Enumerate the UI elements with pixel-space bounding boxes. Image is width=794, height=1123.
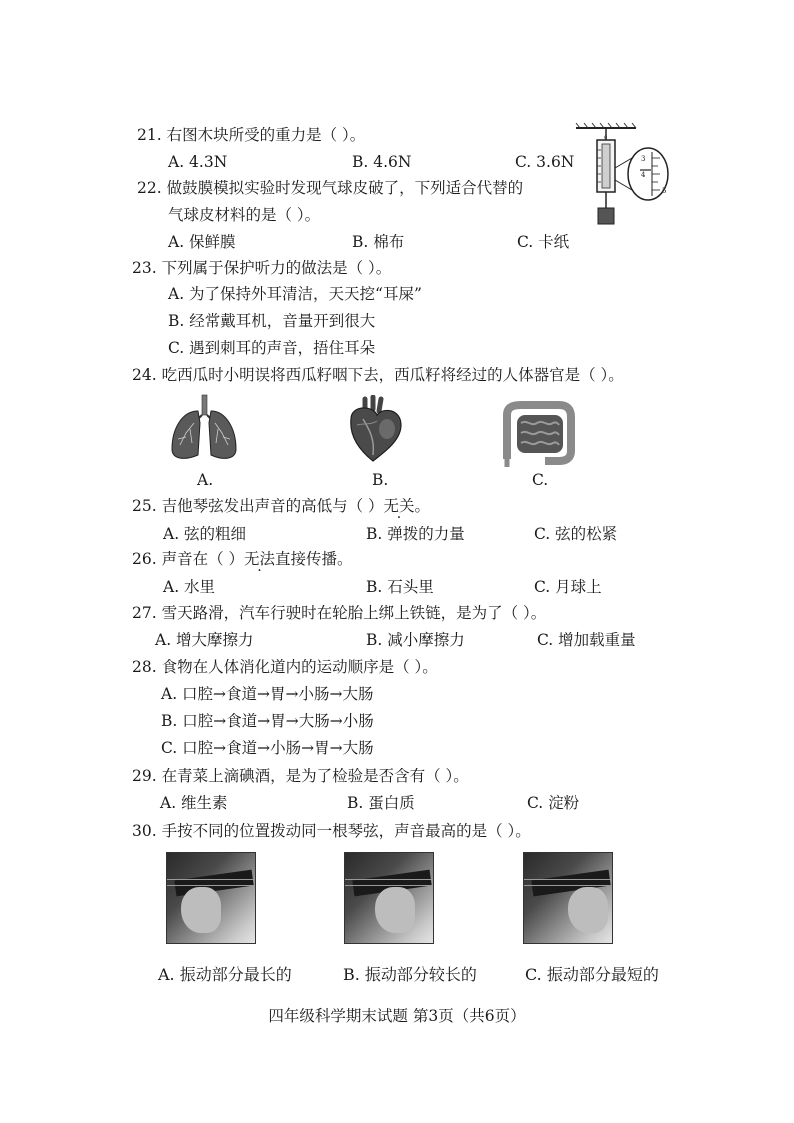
intestines-image — [497, 401, 581, 469]
scale-tick-4: 4 — [641, 171, 646, 179]
q25-option-a: A. 弦的粗细 — [163, 525, 247, 543]
q21-option-b: B. 4.6N — [352, 153, 412, 171]
scale-tick-5: 5 — [662, 187, 667, 195]
spring-scale-figure — [570, 120, 675, 235]
q24-option-b: B. — [372, 471, 389, 489]
scale-tick-0: 0 — [604, 135, 608, 141]
q30-option-a: A. 振动部分最长的 — [158, 965, 292, 984]
q22-option-b: B. 棉布 — [352, 233, 405, 251]
q28-option-c: C. 口腔→食道→小肠→胃→大肠 — [161, 739, 374, 757]
q26-option-c: C. 月球上 — [534, 578, 602, 596]
q28-option-b: B. 口腔→食道→胃→大肠→小肠 — [161, 712, 374, 730]
q21-stem: 21. 右图木块所受的重力是（ ）。 — [137, 126, 366, 144]
q22-option-c: C. 卡纸 — [517, 233, 570, 251]
heart-image — [343, 395, 407, 463]
q26-stem-pre: 26. 声音在（ ） — [132, 550, 245, 568]
q25-stem — [132, 497, 430, 515]
q25-stem-post: 。 — [414, 497, 431, 515]
q29-stem: 29. 在青菜上滴碘酒，是为了检验是否含有（ ）。 — [132, 767, 469, 785]
q26-stem — [132, 550, 353, 568]
q25-stem-pre: 25. 吉他琴弦发出声音的高低与（ ） — [132, 497, 384, 515]
q26-stem-emphasis: 无法 — [244, 550, 276, 568]
q27-option-a: A. 增大摩擦力 — [155, 631, 254, 649]
q24-stem: 24. 吃西瓜时小明误将西瓜籽咽下去，西瓜籽将经过的人体器官是（ ）。 — [132, 366, 624, 384]
q25-option-b: B. 弹拨的力量 — [366, 525, 465, 543]
q27-stem: 27. 雪天路滑，汽车行驶时在轮胎上绑上铁链，是为了（ ）。 — [132, 604, 547, 622]
guitar-photo-c — [523, 852, 613, 944]
q29-option-a: A. 维生素 — [160, 794, 228, 812]
q26-option-b: B. 石头里 — [366, 578, 434, 596]
q27-option-c: C. 增加载重量 — [537, 631, 636, 649]
q22-stem-line2: 气球皮材料的是（ ）。 — [168, 206, 321, 224]
q21-option-a: A. 4.3N — [168, 153, 228, 171]
q26-stem-post: 直接传播。 — [275, 550, 353, 568]
q23-option-b: B. 经常戴耳机，音量开到很大 — [168, 312, 376, 330]
guitar-photo-a — [166, 852, 256, 944]
q28-stem: 28. 食物在人体消化道内的运动顺序是（ ）。 — [132, 658, 438, 676]
q30-option-c: C. 振动部分最短的 — [525, 965, 659, 984]
q26-option-a: A. 水里 — [163, 578, 216, 596]
q22-stem-line1: 22. 做鼓膜模拟实验时发现气球皮破了，下列适合代替的 — [137, 179, 524, 197]
q21-option-c: C. 3.6N — [515, 153, 575, 171]
q30-stem: 30. 手按不同的位置拨动同一根琴弦，声音最高的是（ ）。 — [132, 822, 531, 840]
guitar-photo-b — [344, 852, 434, 944]
q29-option-c: C. 淀粉 — [527, 794, 580, 812]
q27-option-b: B. 减小摩擦力 — [366, 631, 465, 649]
q23-option-a: A. 为了保持外耳清洁，天天挖“耳屎” — [168, 285, 422, 303]
lungs-image — [168, 393, 240, 463]
q23-stem: 23. 下列属于保护听力的做法是（ ）。 — [132, 259, 392, 277]
q25-option-c: C. 弦的松紧 — [534, 525, 618, 543]
q29-option-b: B. 蛋白质 — [347, 794, 415, 812]
q28-option-a: A. 口腔→食道→胃→小肠→大肠 — [161, 685, 374, 703]
q24-option-c: C. — [532, 471, 549, 489]
scale-tick-3: 3 — [641, 155, 646, 163]
page-footer: 四年级科学期末试题 第3页（共6页） — [268, 1007, 526, 1025]
q24-option-a: A. — [197, 471, 214, 489]
q22-option-a: A. 保鲜膜 — [168, 233, 236, 251]
q23-option-c: C. 遇到刺耳的声音，捂住耳朵 — [168, 339, 376, 357]
q30-option-b: B. 振动部分较长的 — [343, 965, 477, 984]
q25-stem-emphasis: 无关 — [383, 497, 415, 515]
